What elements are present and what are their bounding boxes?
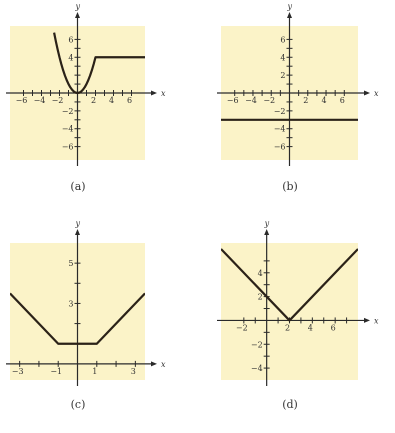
x-tick-label: −4: [245, 96, 257, 105]
x-tick-label: −2: [51, 96, 64, 105]
x-tick-label: −1: [50, 366, 63, 376]
x-tick-label: 4: [108, 96, 115, 105]
x-axis-arrowhead: [151, 361, 157, 366]
x-axis-arrowhead: [364, 91, 370, 96]
panel-label: (c): [70, 398, 86, 411]
y-tick-label: −2: [61, 106, 74, 116]
y-tick-label: 6: [280, 35, 286, 45]
x-tick-label: −6: [226, 96, 239, 105]
y-tick-label: 2: [257, 292, 263, 302]
y-axis-arrowhead: [75, 12, 80, 18]
y-tick-label: −2: [250, 340, 263, 350]
y-tick-label: −4: [250, 364, 263, 374]
y-axis-label: y: [75, 219, 81, 228]
x-tick-label: 6: [339, 96, 345, 105]
x-axis-label: x: [161, 359, 166, 369]
plot-background: [221, 243, 358, 380]
x-tick-label: 1: [92, 366, 98, 376]
y-tick-label: 2: [280, 71, 286, 81]
chart-panel-b: [217, 2, 379, 193]
x-tick-label: −6: [15, 96, 28, 105]
x-tick-label: 4: [321, 96, 327, 105]
y-tick-label: 3: [68, 299, 74, 309]
x-axis-label: x: [161, 89, 166, 98]
x-tick-label: 6: [126, 96, 133, 105]
x-tick-label: −3: [11, 366, 24, 376]
x-tick-label: 2: [303, 96, 309, 105]
x-tick-label: 2: [284, 323, 291, 333]
y-tick-label: −6: [273, 142, 286, 152]
y-axis-label: y: [264, 219, 270, 228]
y-axis-arrowhead: [264, 229, 269, 235]
x-tick-label: 6: [330, 323, 336, 333]
y-axis-label: y: [75, 2, 81, 11]
x-tick-label: −2: [263, 96, 276, 105]
panel-label: (a): [70, 180, 86, 193]
chart-panel-d: [217, 219, 379, 411]
x-tick-label: 4: [307, 323, 313, 333]
y-tick-label: 4: [280, 53, 286, 63]
chart-panel-a: [6, 2, 166, 193]
y-axis-label: y: [287, 2, 293, 11]
y-tick-label: 4: [257, 268, 263, 278]
chart-panel-c: [6, 219, 166, 411]
x-tick-label: 2: [90, 96, 97, 105]
panel-label: (d): [282, 398, 298, 411]
y-tick-label: 4: [68, 53, 74, 63]
panel-label: (b): [282, 180, 298, 193]
x-tick-label: −2: [235, 323, 248, 333]
x-tick-label: −4: [33, 96, 46, 105]
y-tick-label: 5: [68, 259, 74, 269]
x-tick-label: 3: [130, 366, 136, 376]
x-axis-label: x: [374, 89, 379, 98]
x-axis-arrowhead: [364, 318, 370, 323]
x-axis-arrowhead: [151, 91, 157, 96]
y-tick-label: −4: [61, 124, 74, 134]
x-axis-label: x: [374, 316, 379, 326]
y-tick-label: −4: [273, 124, 286, 134]
y-tick-label: −2: [273, 106, 286, 116]
y-tick-label: 6: [68, 35, 74, 45]
y-tick-label: −6: [61, 142, 74, 152]
y-axis-arrowhead: [287, 12, 292, 18]
y-axis-arrowhead: [75, 229, 80, 235]
